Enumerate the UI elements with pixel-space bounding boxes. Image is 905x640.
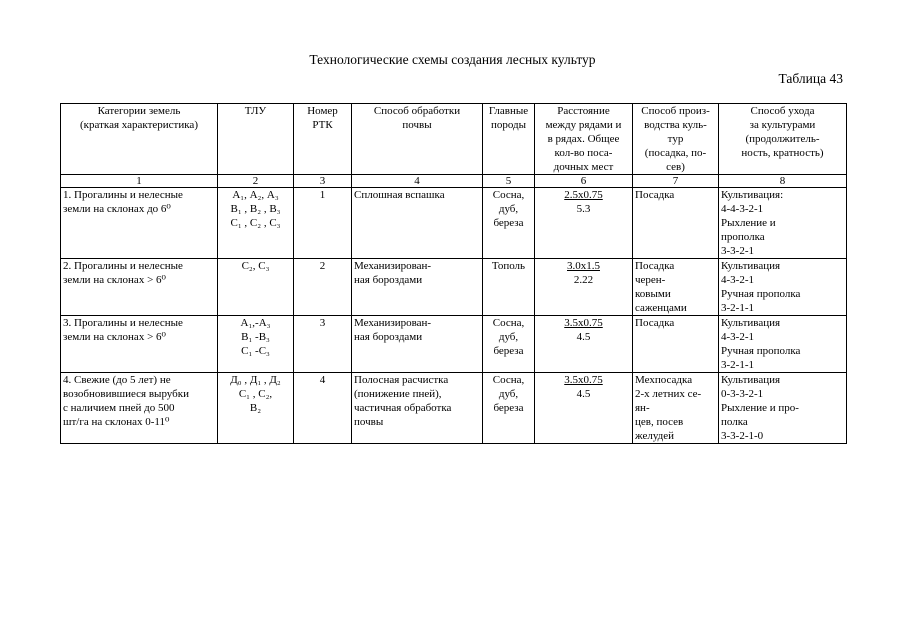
row-spacing: 3.5х0.75 — [564, 374, 603, 386]
column-number: 7 — [633, 175, 719, 188]
method-cell — [633, 316, 719, 373]
planting-count: 2.22 — [573, 274, 594, 286]
cell-line: Механизирован- — [354, 317, 432, 329]
cell-line: В₂ — [249, 402, 262, 414]
cell-line: Культивация — [721, 374, 781, 386]
header-spacing — [535, 104, 633, 175]
tlu-cell — [218, 373, 294, 444]
rtk-cell: 1 — [294, 188, 352, 259]
column-number: 1 — [61, 175, 218, 188]
cell-line: Механизирован- — [354, 260, 432, 272]
header-line: в рядах. Общее — [547, 133, 620, 145]
cell-line: дуб, — [498, 203, 519, 215]
table-row — [61, 259, 847, 316]
method-cell — [633, 373, 719, 444]
header-species — [483, 104, 535, 175]
header-category — [61, 104, 218, 175]
category-cell — [61, 259, 218, 316]
header-line: Расстояние — [557, 105, 610, 117]
cell-line: С₁ , С₂, — [238, 388, 273, 400]
document-title: Технологические схемы создания лесных культур — [309, 52, 596, 67]
cell-line: Ручная прополка — [721, 288, 801, 300]
cell-line: С₁ , С₂ , С₃ — [230, 217, 281, 229]
cell-line: прополка — [721, 231, 765, 243]
column-number: 6 — [535, 175, 633, 188]
cell-line: 3-3-2-1-0 — [721, 430, 764, 442]
cell-line: желудей — [635, 430, 674, 442]
header-line: Главные — [488, 105, 529, 117]
cell-line: цев, посев — [635, 416, 684, 428]
cell-line: (понижение пней), — [354, 388, 442, 400]
cell-line: 0-3-3-2-1 — [721, 388, 764, 400]
cell-line: полка — [721, 416, 748, 428]
column-number-row — [61, 175, 847, 188]
table-number: Таблица 43 — [778, 71, 843, 86]
cell-line: шт/га на склонах 0-11⁰ — [63, 416, 170, 428]
species-cell — [483, 259, 535, 316]
cell-line: ковыми — [635, 288, 671, 300]
method-cell — [633, 188, 719, 259]
cell-line: 1. Прогалины и нелесные — [63, 189, 183, 201]
cell-line: 2-х летних се- — [635, 388, 702, 400]
cell-line: Тополь — [491, 260, 526, 272]
header-line: Способ произ- — [641, 105, 710, 117]
column-number: 3 — [294, 175, 352, 188]
cell-line: Рыхление и — [721, 217, 776, 229]
table-row — [61, 188, 847, 259]
cell-line: А₁, А₂, А₃ — [232, 189, 279, 201]
care-cell — [719, 259, 847, 316]
spacing-cell — [535, 316, 633, 373]
cell-line: 4-3-2-1 — [721, 274, 754, 286]
planting-count: 4.5 — [576, 331, 591, 343]
cell-line: С₂, С₃ — [241, 260, 270, 272]
cell-line: ная бороздами — [354, 274, 423, 286]
cell-line: 3-2-1-1 — [721, 302, 754, 314]
cell-line: земли на склонах > 6⁰ — [63, 274, 166, 286]
cell-line: возобновившиеся вырубки — [63, 388, 189, 400]
cell-line: с наличием пней до 500 — [63, 402, 175, 414]
cell-line: береза — [493, 345, 524, 357]
header-line: РТК — [312, 119, 333, 131]
tlu-cell — [218, 259, 294, 316]
cell-line: Сплошная вспашка — [354, 189, 445, 201]
header-line: водства куль- — [644, 119, 707, 131]
species-cell — [483, 188, 535, 259]
soil-cell — [352, 316, 483, 373]
header-line: (краткая характеристика) — [80, 119, 198, 131]
cell-line: Мехпосадка — [635, 374, 693, 386]
rtk-cell: 3 — [294, 316, 352, 373]
cell-line: частичная обработка — [354, 402, 452, 414]
rtk-cell: 4 — [294, 373, 352, 444]
header-line: Способ ухода — [750, 105, 815, 117]
category-cell — [61, 188, 218, 259]
table-row — [61, 373, 847, 444]
header-line: ТЛУ — [244, 105, 267, 117]
row-spacing: 2.5х0.75 — [564, 189, 603, 201]
soil-cell — [352, 259, 483, 316]
column-number: 5 — [483, 175, 535, 188]
header-line: (посадка, по- — [644, 147, 707, 159]
cell-line: В₁ , В₂ , В₃ — [230, 203, 281, 215]
tlu-cell — [218, 316, 294, 373]
care-cell — [719, 373, 847, 444]
cell-line: 3-2-1-1 — [721, 359, 754, 371]
header-method — [633, 104, 719, 175]
cell-line: береза — [493, 402, 524, 414]
header-soil — [352, 104, 483, 175]
cell-line: 3. Прогалины и нелесные — [63, 317, 183, 329]
soil-cell — [352, 188, 483, 259]
spacing-cell — [535, 188, 633, 259]
cell-line: Сосна, — [492, 317, 525, 329]
planting-count: 4.5 — [576, 388, 591, 400]
header-line: Способ обработки — [373, 105, 461, 117]
cell-line: саженцами — [635, 302, 687, 314]
rtk-cell: 2 — [294, 259, 352, 316]
header-row — [61, 104, 847, 175]
cell-line: Ручная прополка — [721, 345, 801, 357]
cell-line: 2. Прогалины и нелесные — [63, 260, 183, 272]
cell-line: Культивация: — [721, 189, 784, 201]
care-cell — [719, 188, 847, 259]
cell-line: Д₀ , Д₁ , Д₂ — [230, 374, 281, 386]
header-line: дочных мест — [553, 161, 614, 173]
cell-line: Культивация — [721, 317, 781, 329]
header-tlu — [218, 104, 294, 175]
cell-line: 4. Свежие (до 5 лет) не — [63, 374, 171, 386]
header-line: сев) — [666, 161, 685, 173]
species-cell — [483, 316, 535, 373]
care-cell — [719, 316, 847, 373]
header-line: Категории земель — [97, 105, 181, 117]
cell-line: береза — [493, 217, 524, 229]
cell-line: черен- — [635, 274, 666, 286]
cell-line: В₁ -В₃ — [241, 331, 270, 343]
cell-line: Посадка — [635, 189, 675, 201]
cell-line: Посадка — [635, 317, 675, 329]
header-line: породы — [490, 119, 527, 131]
header-line: тур — [667, 133, 684, 145]
row-spacing: 3.0х1.5 — [567, 260, 600, 272]
cell-line: С₁ -С₃ — [241, 345, 270, 357]
cell-line: ян- — [635, 402, 650, 414]
spacing-cell — [535, 259, 633, 316]
header-line: между рядами и — [545, 119, 622, 131]
cell-line: Сосна, — [492, 189, 525, 201]
cell-line: Посадка — [635, 260, 675, 272]
cell-line: почвы — [354, 416, 384, 428]
cell-line: 4-3-2-1 — [721, 331, 754, 343]
category-cell — [61, 316, 218, 373]
column-number: 8 — [719, 175, 847, 188]
table-row — [61, 316, 847, 373]
header-line: Номер — [307, 105, 338, 117]
column-number: 2 — [218, 175, 294, 188]
cell-line: 4-4-3-2-1 — [721, 203, 764, 215]
cell-line: дуб, — [498, 331, 519, 343]
row-spacing: 3.5х0.75 — [564, 317, 603, 329]
forest-culture-table — [60, 103, 847, 444]
header-rtk — [294, 104, 352, 175]
header-line: (продолжитель- — [745, 133, 820, 145]
cell-line: дуб, — [498, 388, 519, 400]
header-care — [719, 104, 847, 175]
tlu-cell — [218, 188, 294, 259]
header-line: кол-во поса- — [554, 147, 613, 159]
cell-line: земли на склонах до 6⁰ — [63, 203, 171, 215]
soil-cell — [352, 373, 483, 444]
cell-line: Рыхление и про- — [721, 402, 799, 414]
column-number: 4 — [352, 175, 483, 188]
cell-line: Полосная расчистка — [354, 374, 449, 386]
cell-line: ная бороздами — [354, 331, 423, 343]
category-cell — [61, 373, 218, 444]
planting-count: 5.3 — [576, 203, 591, 215]
spacing-cell — [535, 373, 633, 444]
header-line: за культурами — [749, 119, 816, 131]
cell-line: Сосна, — [492, 374, 525, 386]
header-line: почвы — [402, 119, 432, 131]
cell-line: 3-3-2-1 — [721, 245, 754, 257]
cell-line: земли на склонах > 6⁰ — [63, 331, 166, 343]
cell-line: Культивация — [721, 260, 781, 272]
header-line: ность, кратность) — [741, 147, 824, 159]
method-cell — [633, 259, 719, 316]
species-cell — [483, 373, 535, 444]
cell-line: А₁,-А₃ — [240, 317, 271, 329]
